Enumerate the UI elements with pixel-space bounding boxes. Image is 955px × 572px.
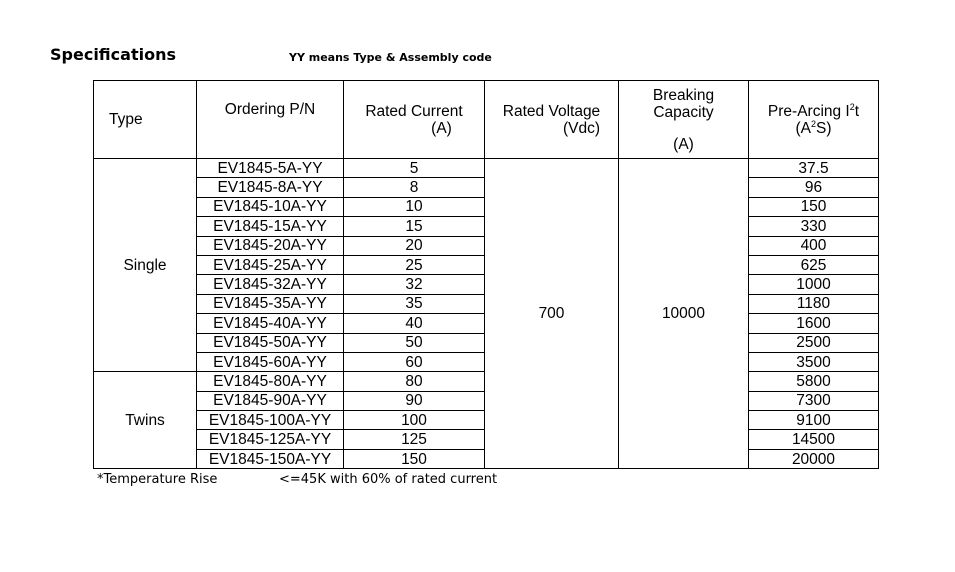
cell-ordering-pn: EV1845-32A-YY: [197, 275, 344, 294]
cell-ordering-pn: EV1845-40A-YY: [197, 314, 344, 333]
column-header-rated-current: Rated Current (A): [344, 81, 485, 159]
cell-ordering-pn: EV1845-50A-YY: [197, 333, 344, 352]
cell-pre-arcing-i2t: 1180: [749, 294, 879, 313]
cell-ordering-pn: EV1845-60A-YY: [197, 352, 344, 371]
cell-rated-voltage: 700: [485, 159, 619, 469]
cell-rated-current: 20: [344, 236, 485, 255]
cell-ordering-pn: EV1845-15A-YY: [197, 217, 344, 236]
cell-ordering-pn: EV1845-5A-YY: [197, 159, 344, 178]
cell-pre-arcing-i2t: 400: [749, 236, 879, 255]
cell-rated-current: 15: [344, 217, 485, 236]
table-header-row: [94, 81, 879, 159]
cell-ordering-pn: EV1845-8A-YY: [197, 178, 344, 197]
cell-pre-arcing-i2t: 2500: [749, 333, 879, 352]
cell-ordering-pn: EV1845-20A-YY: [197, 236, 344, 255]
cell-pre-arcing-i2t: 20000: [749, 449, 879, 468]
column-header-rated-voltage: Rated Voltage (Vdc): [485, 81, 619, 159]
cell-breaking-capacity: 10000: [619, 159, 749, 469]
page-title: Specifications: [50, 45, 176, 64]
cell-rated-current: 40: [344, 314, 485, 333]
cell-ordering-pn: EV1845-100A-YY: [197, 411, 344, 430]
column-header-pre-arcing: Pre-Arcing $I^2t$ $(A^2S)$: [749, 81, 879, 159]
cell-pre-arcing-i2t: 3500: [749, 352, 879, 371]
cell-pre-arcing-i2t: 625: [749, 255, 879, 274]
column-header-type: Type: [94, 81, 197, 159]
cell-rated-current: 10: [344, 197, 485, 216]
cell-rated-current: 80: [344, 372, 485, 391]
cell-pre-arcing-i2t: 9100: [749, 411, 879, 430]
cell-rated-current: 125: [344, 430, 485, 449]
cell-pre-arcing-i2t: 37.5: [749, 159, 879, 178]
cell-rated-current: 8: [344, 178, 485, 197]
cell-rated-current: 150: [344, 449, 485, 468]
cell-pre-arcing-i2t: 150: [749, 197, 879, 216]
group-cell-single: Single: [94, 159, 197, 372]
cell-ordering-pn: EV1845-150A-YY: [197, 449, 344, 468]
cell-rated-current: 5: [344, 159, 485, 178]
cell-rated-current: 35: [344, 294, 485, 313]
group-cell-twins: Twins: [94, 372, 197, 469]
column-header-ordering-pn: Ordering P/N: [197, 81, 344, 159]
cell-ordering-pn: EV1845-10A-YY: [197, 197, 344, 216]
column-header-breaking-capacity: Breaking Capacity (A): [619, 81, 749, 159]
cell-rated-current: 32: [344, 275, 485, 294]
cell-ordering-pn: EV1845-125A-YY: [197, 430, 344, 449]
footnote-value: <=45K with 60% of rated current: [279, 472, 498, 487]
cell-ordering-pn: EV1845-25A-YY: [197, 255, 344, 274]
footnote-label: *Temperature Rise: [97, 472, 218, 487]
cell-rated-current: 90: [344, 391, 485, 410]
cell-rated-current: 100: [344, 411, 485, 430]
page-subtitle: YY means Type & Assembly code: [289, 51, 492, 64]
cell-rated-current: 25: [344, 255, 485, 274]
cell-ordering-pn: EV1845-35A-YY: [197, 294, 344, 313]
specifications-table: [93, 80, 879, 469]
cell-pre-arcing-i2t: 1000: [749, 275, 879, 294]
cell-pre-arcing-i2t: 14500: [749, 430, 879, 449]
cell-pre-arcing-i2t: 1600: [749, 314, 879, 333]
cell-pre-arcing-i2t: 96: [749, 178, 879, 197]
table-body: [94, 159, 879, 469]
cell-ordering-pn: EV1845-80A-YY: [197, 372, 344, 391]
cell-rated-current: 60: [344, 352, 485, 371]
table-row: [94, 159, 879, 178]
cell-pre-arcing-i2t: 5800: [749, 372, 879, 391]
cell-pre-arcing-i2t: 7300: [749, 391, 879, 410]
cell-ordering-pn: EV1845-90A-YY: [197, 391, 344, 410]
cell-pre-arcing-i2t: 330: [749, 217, 879, 236]
cell-rated-current: 50: [344, 333, 485, 352]
